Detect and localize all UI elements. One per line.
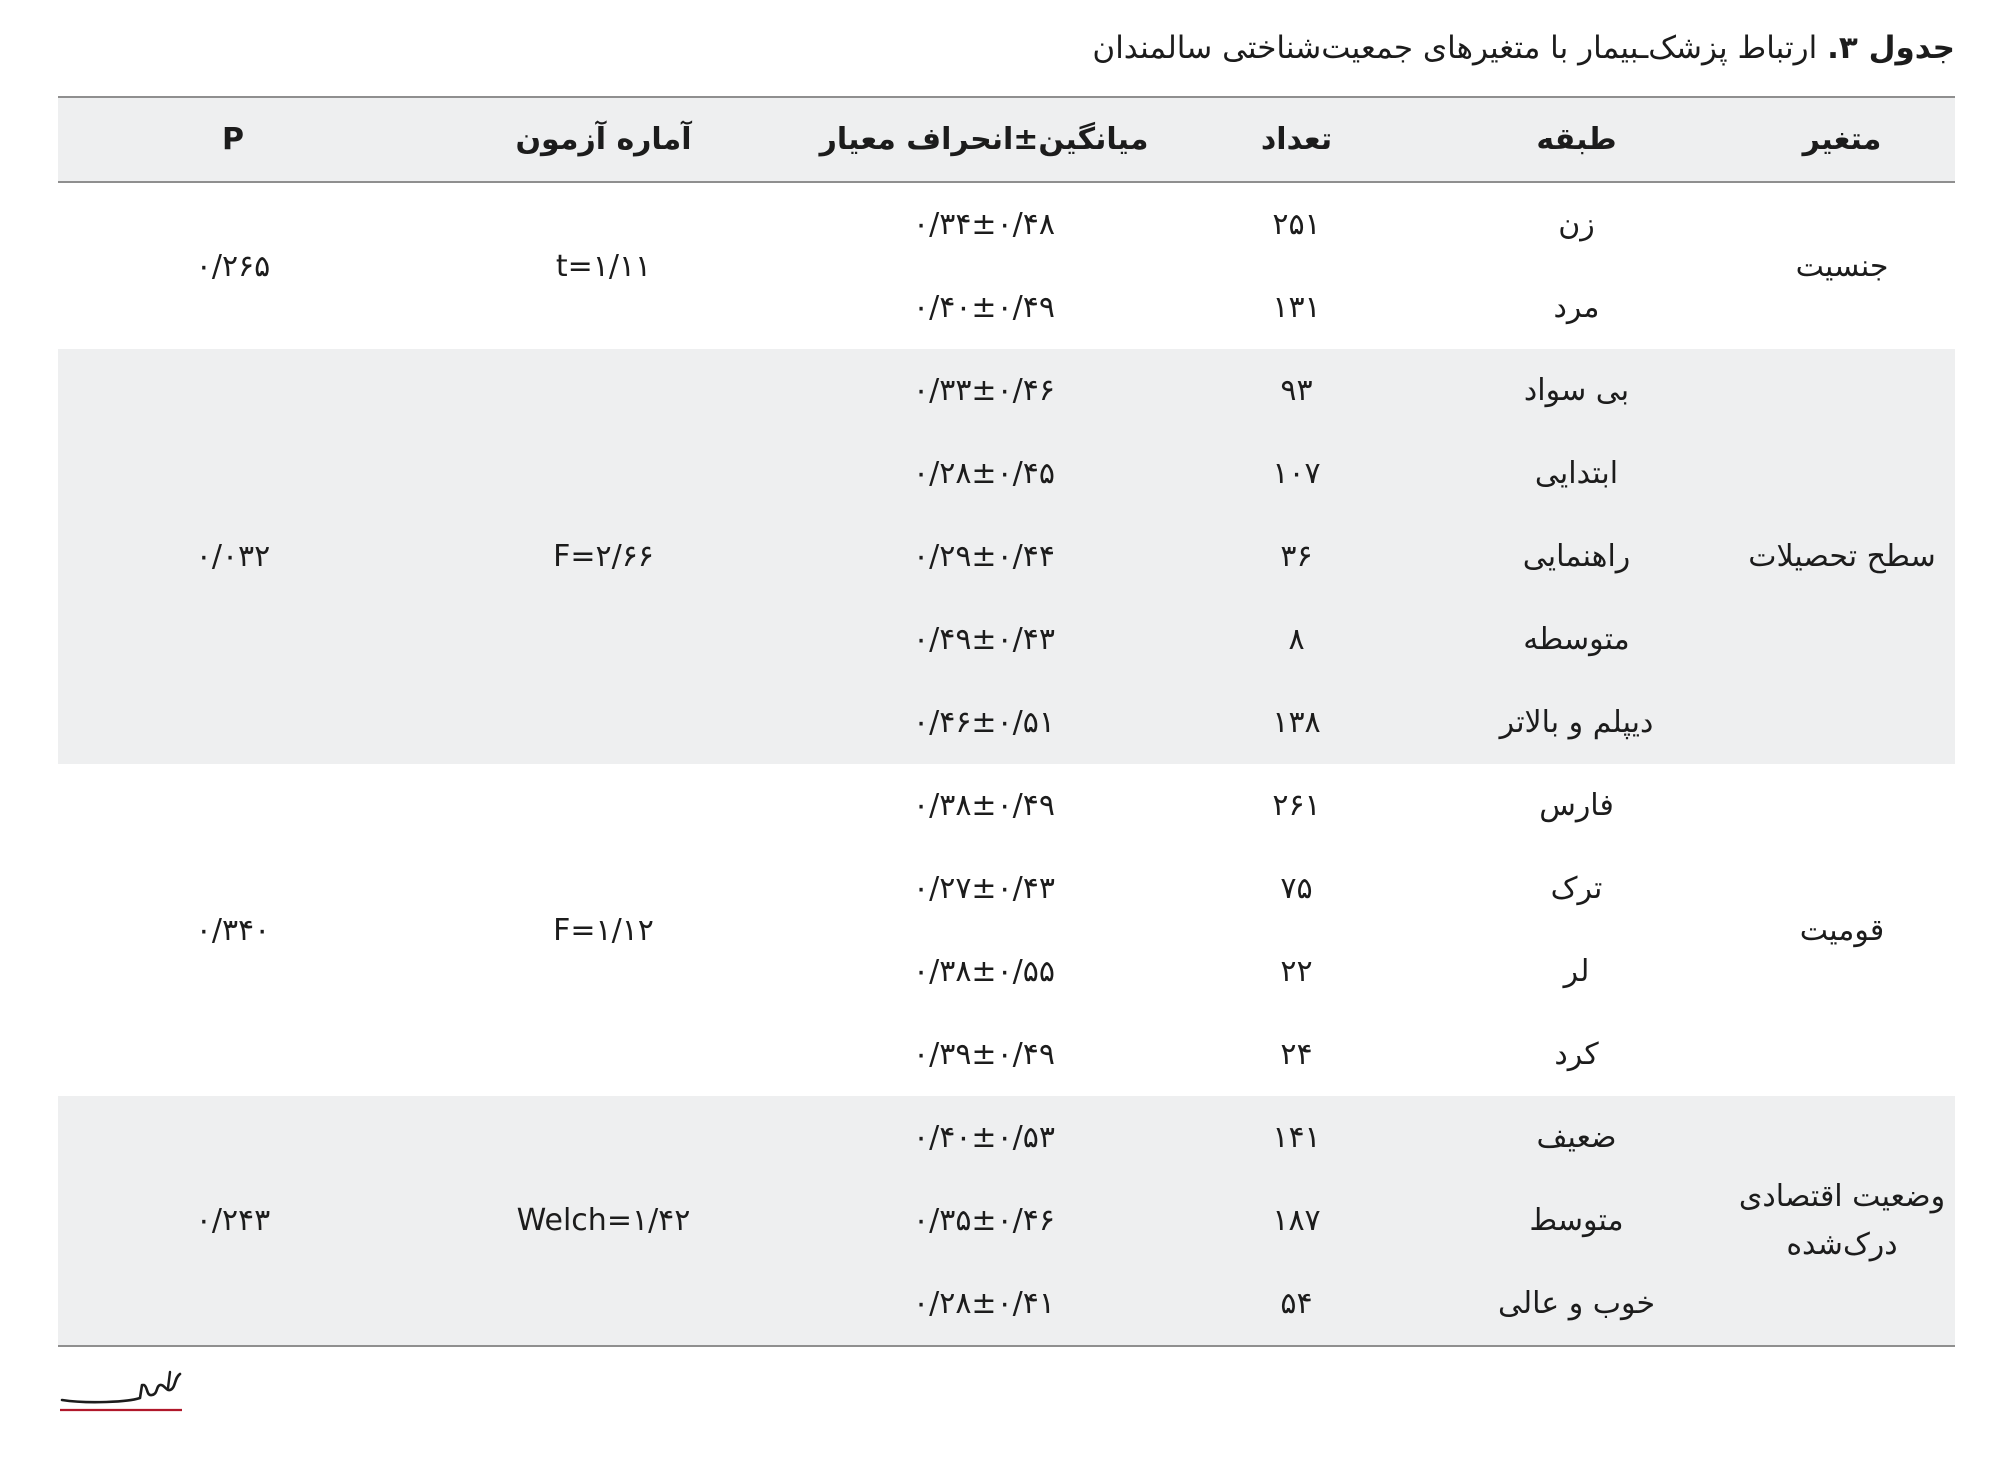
row-count: ۱۸۷	[1272, 1203, 1321, 1238]
group-p-value: ۰/۲۴۳	[195, 1203, 271, 1238]
row-mean-sd: ۰/۴۹±۰/۴۳	[912, 622, 1056, 657]
row-class: متوسط	[1529, 1203, 1624, 1238]
group-statistic: F=۱/۱۲	[553, 912, 654, 948]
header-mean-sd: میانگین±انحراف معیار	[819, 122, 1149, 157]
group-statistic: Welch=۱/۴۲	[516, 1203, 691, 1238]
table-group-economic-status	[58, 1096, 1955, 1345]
row-class: دیپلم و بالاتر	[1499, 705, 1654, 740]
row-count: ۸	[1288, 622, 1305, 657]
table-row	[58, 1262, 1955, 1345]
group-statistic: F=۲/۶۶	[553, 539, 654, 574]
header-class: طبقه	[1536, 122, 1617, 157]
table-group-gender	[58, 183, 1955, 349]
row-count: ۳۶	[1280, 539, 1313, 574]
header-variable: متغیر	[1802, 122, 1882, 157]
header-p: P	[222, 122, 244, 157]
table-row	[58, 432, 1955, 515]
row-class: زن	[1558, 207, 1595, 242]
table-row	[58, 681, 1955, 764]
group-p-value: ۰/۲۶۵	[195, 248, 271, 284]
row-class: کرد	[1554, 1037, 1599, 1072]
row-class: فارس	[1539, 788, 1614, 823]
group-variable: سطح تحصیلات	[1748, 539, 1936, 574]
table-row	[58, 266, 1955, 349]
row-mean-sd: ۰/۲۹±۰/۴۴	[912, 539, 1056, 574]
row-class: مرد	[1553, 290, 1600, 325]
row-mean-sd: ۰/۲۷±۰/۴۳	[912, 871, 1056, 906]
table-row	[58, 1096, 1955, 1179]
caption-label: جدول ۳.	[1827, 30, 1955, 66]
group-p-value: ۰/۰۳۲	[195, 539, 271, 574]
row-count: ۲۵۱	[1272, 207, 1321, 242]
row-mean-sd: ۰/۲۸±۰/۴۵	[912, 456, 1056, 491]
table-row	[58, 349, 1955, 432]
row-count: ۵۴	[1280, 1286, 1313, 1321]
table-caption	[25, 24, 1955, 72]
table-group-education	[58, 349, 1955, 764]
group-variable: جنسیت	[1795, 248, 1889, 284]
table-row	[58, 515, 1955, 598]
row-count: ۱۰۷	[1272, 456, 1321, 491]
row-mean-sd: ۰/۳۵±۰/۴۶	[912, 1203, 1056, 1238]
row-count: ۲۴	[1280, 1037, 1313, 1072]
row-count: ۲۲	[1280, 954, 1313, 989]
group-variable: قومیت	[1799, 912, 1885, 948]
row-count: ۱۳۸	[1272, 705, 1321, 740]
row-class: راهنمایی	[1522, 539, 1631, 574]
header-statistic: آماره آزمون	[515, 122, 692, 157]
row-class: ضعیف	[1536, 1120, 1617, 1155]
row-mean-sd: ۰/۳۳±۰/۴۶	[912, 373, 1056, 408]
row-mean-sd: ۰/۴۰±۰/۴۹	[912, 290, 1056, 325]
journal-logo	[58, 1368, 184, 1414]
row-mean-sd: ۰/۴۰±۰/۵۳	[912, 1120, 1056, 1155]
row-mean-sd: ۰/۳۸±۰/۴۹	[912, 788, 1056, 823]
row-mean-sd: ۰/۳۸±۰/۵۵	[912, 954, 1056, 989]
table-group-ethnicity	[58, 764, 1955, 1096]
data-table	[58, 96, 1955, 1347]
row-class: بی سواد	[1523, 373, 1630, 408]
table-row	[58, 598, 1955, 681]
table-row	[58, 1013, 1955, 1096]
row-mean-sd: ۰/۳۹±۰/۴۹	[912, 1037, 1056, 1072]
row-mean-sd: ۰/۲۸±۰/۴۱	[912, 1286, 1056, 1321]
row-count: ۷۵	[1280, 871, 1313, 906]
row-class: ترک	[1550, 871, 1603, 906]
table-row	[58, 930, 1955, 1013]
group-p-value: ۰/۳۴۰	[195, 912, 271, 948]
row-class: خوب و عالی	[1497, 1286, 1656, 1321]
caption-text: ارتباط پزشک‌ـبیمار با متغیرهای جمعیت‌شناختی سالمندان	[1092, 30, 1828, 66]
header-count: تعداد	[1260, 122, 1333, 157]
table-row	[58, 183, 1955, 266]
row-class: ابتدایی	[1534, 456, 1619, 491]
table-row	[58, 847, 1955, 930]
group-variable: وضعیت اقتصادی درک‌شده	[1738, 1178, 1946, 1262]
row-mean-sd: ۰/۳۴±۰/۴۸	[912, 207, 1056, 242]
table-row	[58, 764, 1955, 847]
row-count: ۹۳	[1280, 373, 1313, 408]
table-header-row	[58, 98, 1955, 183]
row-class: لر	[1563, 954, 1590, 989]
row-count: ۱۳۱	[1272, 290, 1321, 325]
row-class: متوسطه	[1523, 622, 1630, 657]
group-statistic: t=۱/۱۱	[555, 248, 652, 284]
table-row	[58, 1179, 1955, 1262]
row-count: ۱۴۱	[1272, 1120, 1321, 1155]
row-count: ۲۶۱	[1272, 788, 1321, 823]
row-mean-sd: ۰/۴۶±۰/۵۱	[912, 705, 1056, 740]
